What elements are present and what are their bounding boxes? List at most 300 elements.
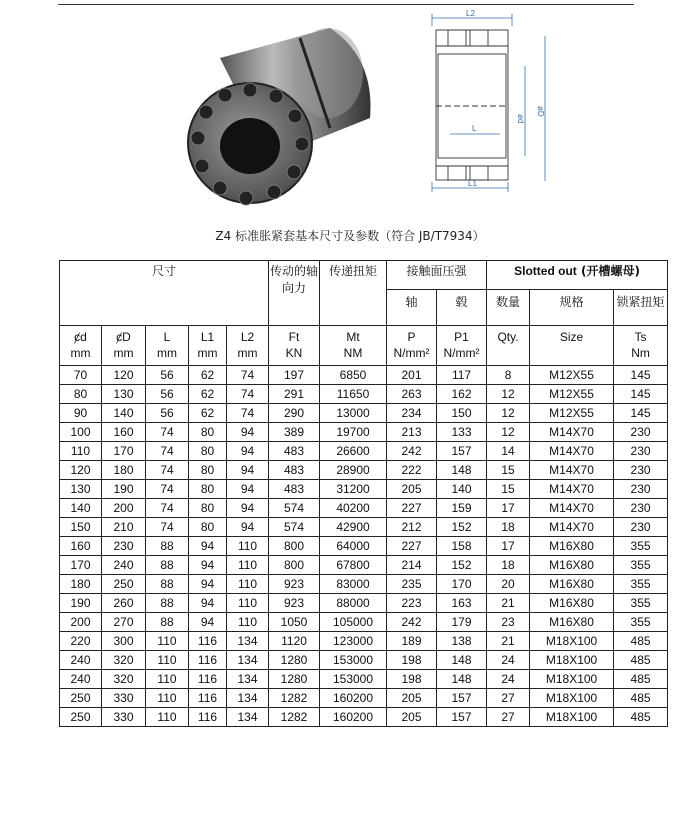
table-cell: 389 — [269, 423, 320, 442]
table-cell: 17 — [487, 499, 530, 518]
table-cell: 110 — [227, 556, 269, 575]
table-cell: M14X70 — [530, 442, 614, 461]
table-cell: 110 — [146, 651, 189, 670]
table-cell: 170 — [60, 556, 102, 575]
table-cell: 483 — [269, 442, 320, 461]
table-cell: 20 — [487, 575, 530, 594]
table-cell: 105000 — [320, 613, 387, 632]
table-cell: M16X80 — [530, 594, 614, 613]
expansion-sleeve-photo — [180, 18, 380, 208]
table-cell: 80 — [189, 480, 227, 499]
column-symbol: L2 — [240, 330, 255, 344]
table-row — [60, 594, 668, 613]
table-cell: 145 — [614, 366, 668, 385]
table-cell: 67800 — [320, 556, 387, 575]
column-symbol: Mt — [346, 330, 360, 344]
table-cell: 235 — [387, 575, 437, 594]
table-cell: 74 — [227, 366, 269, 385]
header-shaft: 轴 — [387, 290, 437, 326]
table-cell: 230 — [614, 461, 668, 480]
table-cell: 21 — [487, 594, 530, 613]
header-symbol-row — [60, 326, 668, 366]
header-axial-force: 传动的轴向力 — [269, 261, 320, 326]
column-header — [320, 326, 387, 366]
table-cell: 24 — [487, 670, 530, 689]
table-cell: 198 — [387, 651, 437, 670]
table-cell: 140 — [102, 404, 146, 423]
table-cell: 355 — [614, 613, 668, 632]
table-cell: 56 — [146, 366, 189, 385]
table-row — [60, 537, 668, 556]
table-cell: 116 — [189, 708, 227, 727]
table-cell: 250 — [60, 689, 102, 708]
table-cell: 62 — [189, 404, 227, 423]
table-cell: 116 — [189, 670, 227, 689]
table-cell: 120 — [102, 366, 146, 385]
table-cell: 212 — [387, 518, 437, 537]
table-cell: 134 — [227, 651, 269, 670]
table-cell: 18 — [487, 518, 530, 537]
table-cell: 80 — [189, 518, 227, 537]
table-cell: 94 — [189, 613, 227, 632]
table-row — [60, 442, 668, 461]
table-cell: 145 — [614, 385, 668, 404]
table-cell: 240 — [102, 556, 146, 575]
table-cell: 74 — [146, 499, 189, 518]
table-cell: 110 — [227, 575, 269, 594]
table-cell: 138 — [437, 632, 487, 651]
table-cell: M18X100 — [530, 632, 614, 651]
table-cell: 223 — [387, 594, 437, 613]
header-hub: 毂 — [437, 290, 487, 326]
table-cell: 230 — [614, 480, 668, 499]
table-cell: 263 — [387, 385, 437, 404]
table-cell: 80 — [189, 423, 227, 442]
table-cell: 62 — [189, 385, 227, 404]
table-cell: 110 — [227, 594, 269, 613]
table-cell: 330 — [102, 708, 146, 727]
table-row — [60, 613, 668, 632]
header-spec: 规格 — [530, 290, 614, 326]
column-header — [227, 326, 269, 366]
table-cell: 160200 — [320, 689, 387, 708]
table-cell: M16X80 — [530, 613, 614, 632]
table-cell: 180 — [102, 461, 146, 480]
table-cell: 320 — [102, 670, 146, 689]
column-unit: mm — [157, 346, 177, 360]
table-cell: 80 — [189, 461, 227, 480]
table-cell: 179 — [437, 613, 487, 632]
table-cell: 250 — [60, 708, 102, 727]
table-cell: M14X70 — [530, 461, 614, 480]
table-cell: 220 — [60, 632, 102, 651]
table-cell: 145 — [614, 404, 668, 423]
table-cell: M18X100 — [530, 670, 614, 689]
column-symbol: P1 — [454, 330, 469, 344]
table-cell: 170 — [437, 575, 487, 594]
table-cell: 260 — [102, 594, 146, 613]
table-cell: 1282 — [269, 689, 320, 708]
drawing-label-l: L — [472, 124, 477, 133]
column-header — [146, 326, 189, 366]
table-cell: 116 — [189, 651, 227, 670]
table-cell: 123000 — [320, 632, 387, 651]
table-cell: 574 — [269, 499, 320, 518]
table-cell: 190 — [60, 594, 102, 613]
table-row — [60, 708, 668, 727]
table-cell: 94 — [227, 461, 269, 480]
table-cell: 12 — [487, 404, 530, 423]
header-contact-pressure: 接触面压强 — [387, 261, 487, 290]
table-cell: 163 — [437, 594, 487, 613]
drawing-label-D: øD — [536, 106, 545, 117]
table-cell: 130 — [102, 385, 146, 404]
table-cell: 116 — [189, 632, 227, 651]
table-cell: 240 — [60, 651, 102, 670]
table-cell: 200 — [102, 499, 146, 518]
table-cell: 198 — [387, 670, 437, 689]
table-cell: 88 — [146, 575, 189, 594]
drawing-label-l2: L2 — [466, 9, 475, 18]
table-cell: 1120 — [269, 632, 320, 651]
table-cell: 153000 — [320, 651, 387, 670]
table-row — [60, 366, 668, 385]
table-row — [60, 423, 668, 442]
table-cell: 160 — [102, 423, 146, 442]
table-cell: 27 — [487, 708, 530, 727]
table-cell: 355 — [614, 556, 668, 575]
table-cell: 270 — [102, 613, 146, 632]
table-cell: 13000 — [320, 404, 387, 423]
table-cell: 923 — [269, 575, 320, 594]
table-cell: M14X70 — [530, 499, 614, 518]
table-cell: 205 — [387, 708, 437, 727]
table-cell: 158 — [437, 537, 487, 556]
table-cell: 213 — [387, 423, 437, 442]
table-cell: 200 — [60, 613, 102, 632]
technical-drawing — [400, 6, 570, 196]
table-cell: 189 — [387, 632, 437, 651]
table-cell: 27 — [487, 689, 530, 708]
table-row — [60, 651, 668, 670]
table-cell: 242 — [387, 613, 437, 632]
table-cell: 150 — [60, 518, 102, 537]
table-cell: 214 — [387, 556, 437, 575]
table-cell: 159 — [437, 499, 487, 518]
table-cell: 74 — [227, 385, 269, 404]
column-header — [437, 326, 487, 366]
table-cell: 230 — [614, 442, 668, 461]
column-header — [102, 326, 146, 366]
spec-table-body — [60, 261, 668, 727]
table-cell: M14X70 — [530, 518, 614, 537]
table-cell: 205 — [387, 689, 437, 708]
table-cell: 355 — [614, 537, 668, 556]
spec-table — [59, 260, 668, 727]
header-slotted-out-cn: (开槽螺母) — [576, 264, 640, 278]
table-cell: 133 — [437, 423, 487, 442]
table-cell: 170 — [102, 442, 146, 461]
table-cell: 15 — [487, 461, 530, 480]
table-cell: 74 — [146, 461, 189, 480]
table-cell: 152 — [437, 518, 487, 537]
table-cell: M12X55 — [530, 366, 614, 385]
column-unit: mm — [113, 346, 134, 360]
table-cell: 1050 — [269, 613, 320, 632]
table-cell: 94 — [227, 480, 269, 499]
header-row-1 — [60, 261, 668, 290]
table-cell: 80 — [189, 442, 227, 461]
table-cell: M14X70 — [530, 480, 614, 499]
header-lock-torque: 锁紧扭矩 — [614, 290, 668, 326]
table-cell: 485 — [614, 632, 668, 651]
table-cell: 290 — [269, 404, 320, 423]
table-cell: 230 — [614, 499, 668, 518]
table-cell: 64000 — [320, 537, 387, 556]
column-unit: N/mm² — [393, 346, 430, 360]
table-row — [60, 518, 668, 537]
table-cell: 485 — [614, 651, 668, 670]
table-cell: 291 — [269, 385, 320, 404]
table-cell: 800 — [269, 537, 320, 556]
table-cell: M14X70 — [530, 423, 614, 442]
table-cell: M16X80 — [530, 537, 614, 556]
table-cell: 148 — [437, 461, 487, 480]
table-cell: 134 — [227, 632, 269, 651]
table-cell: 94 — [189, 575, 227, 594]
header-torque: 传递扭矩 — [320, 261, 387, 326]
drawing-label-d: ød — [516, 114, 525, 124]
table-cell: 74 — [146, 518, 189, 537]
table-cell: 94 — [189, 537, 227, 556]
column-header — [487, 326, 530, 366]
table-cell: 240 — [60, 670, 102, 689]
table-cell: 6850 — [320, 366, 387, 385]
table-cell: 80 — [189, 499, 227, 518]
table-cell: 222 — [387, 461, 437, 480]
table-caption: Z4 标准胀紧套基本尺寸及参数（符合 JB/T7934） — [215, 229, 485, 243]
table-cell: 12 — [487, 423, 530, 442]
table-cell: 134 — [227, 689, 269, 708]
table-cell: 88000 — [320, 594, 387, 613]
table-cell: 88 — [146, 537, 189, 556]
header-dimensions: 尺寸 — [60, 261, 269, 326]
table-cell: 90 — [60, 404, 102, 423]
column-unit: mm — [197, 346, 218, 360]
table-cell: 8 — [487, 366, 530, 385]
column-unit: mm — [237, 346, 258, 360]
table-cell: 485 — [614, 670, 668, 689]
table-cell: 21 — [487, 632, 530, 651]
table-cell: 157 — [437, 708, 487, 727]
header-slotted-out — [487, 261, 668, 290]
table-cell: M12X55 — [530, 385, 614, 404]
table-cell: 190 — [102, 480, 146, 499]
table-cell: 120 — [60, 461, 102, 480]
table-cell: M12X55 — [530, 404, 614, 423]
table-row — [60, 385, 668, 404]
column-symbol: Ft — [288, 330, 300, 344]
table-cell: 485 — [614, 689, 668, 708]
table-row — [60, 670, 668, 689]
table-cell: 74 — [146, 480, 189, 499]
table-cell: 1282 — [269, 708, 320, 727]
table-cell: 1280 — [269, 670, 320, 689]
table-cell: 140 — [437, 480, 487, 499]
drawing-label-l1: L1 — [468, 179, 477, 188]
table-cell: M16X80 — [530, 556, 614, 575]
column-symbol: ȼD — [116, 330, 131, 344]
table-cell: 483 — [269, 480, 320, 499]
table-cell: 74 — [146, 423, 189, 442]
table-cell: 162 — [437, 385, 487, 404]
table-cell: 28900 — [320, 461, 387, 480]
column-header — [189, 326, 227, 366]
table-cell: 250 — [102, 575, 146, 594]
table-cell: 800 — [269, 556, 320, 575]
table-cell: 230 — [614, 423, 668, 442]
table-cell: 110 — [146, 670, 189, 689]
table-cell: 160200 — [320, 708, 387, 727]
column-header — [614, 326, 668, 366]
column-header — [387, 326, 437, 366]
table-cell: 1280 — [269, 651, 320, 670]
table-cell: 56 — [146, 404, 189, 423]
table-cell: 11650 — [320, 385, 387, 404]
table-cell: 483 — [269, 461, 320, 480]
table-cell: 485 — [614, 708, 668, 727]
column-unit: N/mm² — [443, 346, 480, 360]
column-header — [60, 326, 102, 366]
table-cell: 62 — [189, 366, 227, 385]
table-row — [60, 575, 668, 594]
table-row — [60, 404, 668, 423]
header-quantity: 数量 — [487, 290, 530, 326]
table-cell: 134 — [227, 708, 269, 727]
table-cell: 227 — [387, 537, 437, 556]
table-cell: 110 — [146, 632, 189, 651]
table-row — [60, 556, 668, 575]
table-cell: 210 — [102, 518, 146, 537]
table-cell: M18X100 — [530, 708, 614, 727]
table-row — [60, 480, 668, 499]
table-cell: 117 — [437, 366, 487, 385]
table-row — [60, 499, 668, 518]
table-cell: M18X100 — [530, 689, 614, 708]
table-cell: 355 — [614, 575, 668, 594]
table-cell: 56 — [146, 385, 189, 404]
table-cell: 330 — [102, 689, 146, 708]
table-cell: 130 — [60, 480, 102, 499]
table-cell: 80 — [60, 385, 102, 404]
table-cell: 227 — [387, 499, 437, 518]
top-rule — [58, 4, 634, 5]
column-symbol: ȼd — [74, 330, 87, 344]
table-cell: 197 — [269, 366, 320, 385]
table-cell: 157 — [437, 689, 487, 708]
table-cell: 74 — [227, 404, 269, 423]
table-cell: 150 — [437, 404, 487, 423]
table-cell: 160 — [60, 537, 102, 556]
table-cell: 94 — [227, 423, 269, 442]
table-cell: 242 — [387, 442, 437, 461]
column-symbol: Qty. — [497, 330, 519, 344]
column-unit: KN — [285, 346, 303, 360]
table-cell: 14 — [487, 442, 530, 461]
table-cell: 180 — [60, 575, 102, 594]
table-cell: 157 — [437, 442, 487, 461]
table-cell: 300 — [102, 632, 146, 651]
table-row — [60, 461, 668, 480]
table-cell: 88 — [146, 594, 189, 613]
table-row — [60, 632, 668, 651]
table-cell: 83000 — [320, 575, 387, 594]
table-cell: 134 — [227, 670, 269, 689]
header-slotted-out-en: Slotted out — [514, 264, 577, 278]
table-cell: 110 — [146, 689, 189, 708]
table-cell: 574 — [269, 518, 320, 537]
table-cell: 88 — [146, 613, 189, 632]
table-cell: 110 — [146, 708, 189, 727]
table-cell: 140 — [60, 499, 102, 518]
column-symbol: P — [407, 330, 416, 344]
table-cell: 205 — [387, 480, 437, 499]
column-symbol: Ts — [634, 330, 647, 344]
table-cell: 12 — [487, 385, 530, 404]
column-symbol: Size — [559, 330, 584, 344]
table-cell: 19700 — [320, 423, 387, 442]
table-cell: 94 — [227, 499, 269, 518]
table-cell: M16X80 — [530, 575, 614, 594]
table-cell: 230 — [102, 537, 146, 556]
column-header — [530, 326, 614, 366]
column-symbol: L1 — [200, 330, 215, 344]
table-cell: 320 — [102, 651, 146, 670]
column-symbol: L — [163, 330, 171, 344]
table-cell: 42900 — [320, 518, 387, 537]
column-unit: NM — [343, 346, 363, 360]
table-cell: 18 — [487, 556, 530, 575]
table-cell: 94 — [227, 518, 269, 537]
table-cell: 100 — [60, 423, 102, 442]
table-cell: 24 — [487, 651, 530, 670]
table-cell: 110 — [60, 442, 102, 461]
column-unit: mm — [70, 346, 91, 360]
table-cell: 17 — [487, 537, 530, 556]
table-cell: 74 — [146, 442, 189, 461]
table-cell: 94 — [189, 594, 227, 613]
table-cell: 116 — [189, 689, 227, 708]
table-cell: 201 — [387, 366, 437, 385]
table-cell: 153000 — [320, 670, 387, 689]
table-cell: M18X100 — [530, 651, 614, 670]
table-cell: 152 — [437, 556, 487, 575]
column-header — [269, 326, 320, 366]
column-unit: Nm — [631, 346, 650, 360]
table-cell: 26600 — [320, 442, 387, 461]
table-row — [60, 689, 668, 708]
table-cell: 148 — [437, 670, 487, 689]
table-cell: 94 — [227, 442, 269, 461]
table-cell: 110 — [227, 537, 269, 556]
table-cell: 40200 — [320, 499, 387, 518]
table-cell: 234 — [387, 404, 437, 423]
table-cell: 355 — [614, 594, 668, 613]
table-cell: 230 — [614, 518, 668, 537]
table-cell: 110 — [227, 613, 269, 632]
table-cell: 31200 — [320, 480, 387, 499]
table-cell: 148 — [437, 651, 487, 670]
